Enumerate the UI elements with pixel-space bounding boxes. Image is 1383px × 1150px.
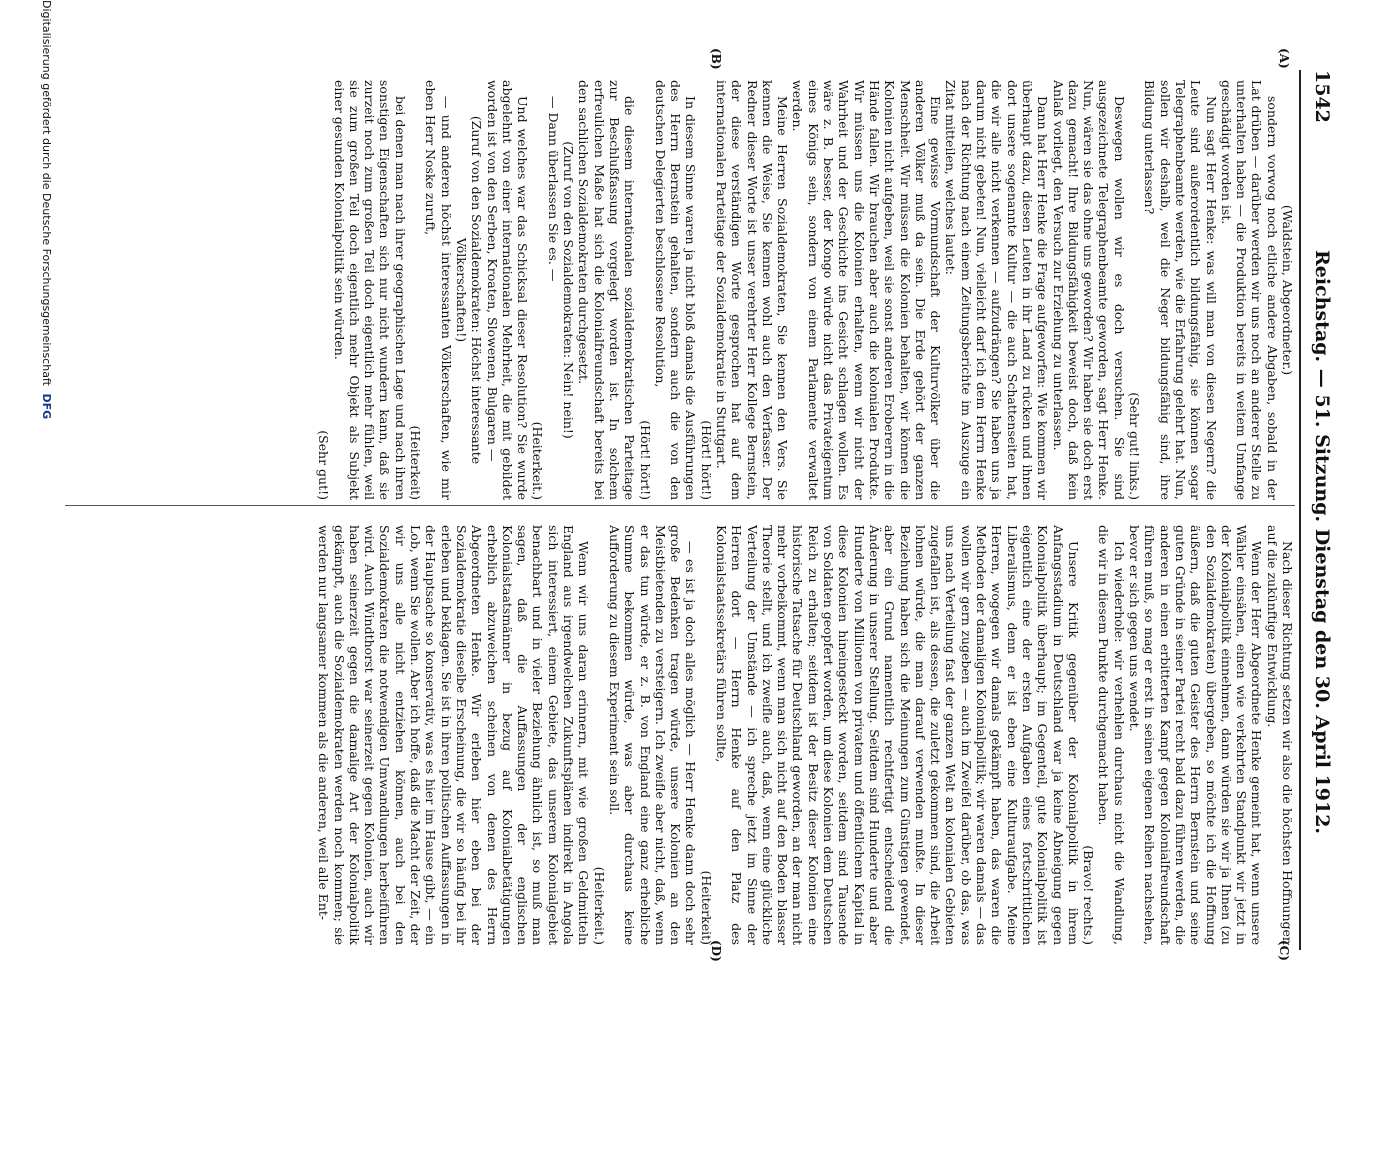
paragraph: (Heiterkeit.) <box>591 866 607 945</box>
paragraph: — es ist ja doch alles möglich — Herr Henke dann doch sehr große Bedenken tragen würde, unsere Kolonien an den Meistbietenden zu versteigern. Ich zweifle aber nicht, daß, wenn er das tun würde, er z. B. von England eine ganz erhebliche Summe bekommen würde, was aber durchaus keine Aufforderung zu diesem Experiment sein soll. <box>606 525 699 945</box>
paragraph: (Heiterkeit) <box>698 870 714 945</box>
running-title: Reichstag. — 51. Sitzung. Dienstag den 30. April 1912. <box>1311 250 1333 835</box>
paragraph: Eine gewisse Vormundschaft der Kulturvölker über die anderen Völker muß da sein. Die Erde gehört der ganzen Menschheit. Wir müssen die Kolonien behalten, wir können die Kolonien nicht aufgeben, weil sie sonst anderen Eroberern in die Hände fallen. Wir brauchen aber auch die kolonialen Produkte. Wir müssen uns die Kolonien erhalten, wenn wir nicht der Wahrheit und der Geschichte ins Gesicht schlagen wollen. Es wäre z. B. besser, der Kongo würde nicht das Privateigentum eines Königs sein, sondern von einem Parlamente verwaltet werden. <box>790 80 944 500</box>
paragraph: Nun sagt Herr Henke: was will man von diesen Negern? die Leute sind außerordentlich bildungsfähig, sie können sogar Telegraphenbeamte werden, wie die Erfahrung gelehrt hat. Nun, sollen wir deshalb, weil die Neger bildungsfähig sind, ihre Bildung unterlassen? <box>1142 80 1219 500</box>
paragraph: (Heiterkeit.) <box>530 421 546 500</box>
paragraph: In diesem Sinne waren ja nicht bloß damals die Ausführungen des Herrn Bernstein gehalten, sondern auch die von den deutschen Delegierten beschlossene Resolution, <box>652 80 699 500</box>
margin-mark-a: (A) <box>1277 48 1291 69</box>
margin-mark-c: (C) <box>1277 940 1291 961</box>
paragraph: — Dann überlassen Sie es. — <box>545 96 561 282</box>
paragraph: Deswegen wollen wir es doch versuchen. Sie sind ausgezeichnete Telegraphenbeamte geworden, sagt Herr Henke. Nun, wären sie das ohne uns geworden? Wir haben sie doch erst dazu gemacht! Ihre Bildungsfähigkeit beweist doch, daß kein Anlaß vorliegt, den Versuch zur Erziehung zu unterlassen. <box>1050 80 1127 500</box>
paragraph: sondern vorwog noch etliche andere Abgaben, sobald in der Lat drüben — darüber werden wir uns noch an anderer Stelle zu unterhalten haben — die Produktion bereits in weitem Umfange geschädigt worden ist. <box>1218 80 1280 500</box>
column-divider <box>65 505 1295 506</box>
right-text-column <box>55 525 1295 945</box>
paragraph: bei denen man nach ihrer geographischen Lage und nach ihren sonstigen Eigenschaften sich nur nicht wundern kann, daß sie zurzeit noch zum großen Teil doch eigentlich mehr fühlen, weil sie zum großen Teil doch eigentlich mehr Objekt als Subjekt einer gesunden Kolonialpolitik sein würden. <box>331 80 408 500</box>
paragraph: Nach dieser Richtung setzen wir also die höchsten Hoffnungen auf die zukünftige Entwicklung. <box>1264 525 1295 945</box>
left-text-column <box>55 80 1295 500</box>
dfg-logo: DFG <box>40 393 53 420</box>
paragraph: (Sehr gut!) <box>316 430 332 500</box>
paragraph: (Sehr gut! links.) <box>1127 392 1143 500</box>
paragraph: Wenn wir uns daran erinnern, mit wie großen Geldmitteln England aus irgendwelchen Zukunftsplänen indirekt in Angola sich interessiert, einem Gebiete, das unserem Kolonialgebiet benachbart und in vieler Beziehung ähnlich ist, so muß man sagen, daß die Auffassungen der englischen Kolonialstaatsmänner in bezug auf Kolonialbetätigungen erheblich abzuweichen scheinen von denen des Herrn Abgeordneten Henke. Wir erleben hier eben bei der Sozialdemokratie dieselbe Erscheinung, die wir so häufig bei ihr erleben und beklagen. Sie ist in ihren politischen Auffassungen in der Hauptsache so konservativ, was es hier im Hause gibt, — ein Lob, wenn Sie wollen. Aber ich hoffe, daß die Macht der Zeit, der wir uns alle nicht entziehen können, auch bei den Sozialdemokraten die notwendigen Umwandlungen herbeiführen wird. Auch Windthorst war seinerzeit gegen Kolonien, auch wir haben seinerzeit gegen die damalige Art der Kolonialpolitik gekämpft, auch die Sozialdemokraten werden noch kommen; sie werden nur langsamer kommen als die anderen, weil alle Ent- <box>316 525 592 945</box>
paragraph: Wenn der Herr Abgeordnete Henke gemeint hat, wenn unsere Wähler einsähen, einen wie verkehrten Standpunkt wir jetzt in der Kolonialpolitik einnehmen, dann würden sie wir ja Ihnen (zu den Sozialdemokraten) übergeben, so möchte ich die Hoffnung äußern, daß die guten Geister des Herrn Bernstein und seine guten Gründe in seiner Partei recht bald dazu führen werden, die anderen in einen erbitterten Kampf gegen Kolonialfreundschaft führen muß, so mag er erst in seinen eigenen Reihen nachsehen, bevor er sich gegen uns wendet. <box>1127 525 1265 945</box>
credit-text: Digitalisierung gefördert durch die Deutsche Forschungsgemeinschaft <box>40 0 53 386</box>
paragraph: Meine Herren Sozialdemokraten, Sie kennen den Vers. Sie kennen die Weise, Sie kennen wohl auch den Verfasser. Der Redner dieser Worte ist unser verehrter Herr Kollege Bernstein, der diese verständigen Worte gesprochen hat auf dem internationalen Parteitage der Sozialdemokratie in Stuttgart. <box>714 80 791 500</box>
paragraph: (Bravo! rechts.) <box>1081 845 1097 945</box>
header-rule <box>1299 70 1301 950</box>
paragraph: (Heiterkeit) <box>408 425 424 500</box>
paragraph: die diesem internationalen sozialdemokratischen Parteitage zur Beschlußfassung vorgelegt worden ist. In solchem erfreulichen Maße hat sich die Kolonialfreundschaft bereits bei den sachlichen Sozialdemokraten durchgesetzt. <box>576 80 638 500</box>
paragraph: Dann hat Herr Henke die Frage aufgeworfen: Wie kommen wir überhaupt dazu, diesen Leuten in ihr Land zu rücken und ihnen dort unsere sogenannte Kultur — die auch Schattenseiten hat, die wir alle nicht verkennen — aufzudrängen? Sie haben uns ja darum nicht gebeten! Nun, vielleicht darf ich dem Herrn Henke nach der Richtung nach einem Zeitungsberichte im Auszuge ein Zitat mitteilen, welches lautet: <box>943 80 1051 500</box>
margin-mark-d: (D) <box>709 940 723 962</box>
page-number: 1542 <box>1311 70 1333 123</box>
margin-mark-b: (B) <box>709 48 723 70</box>
paragraph: (Hört! hört!) <box>698 420 714 500</box>
paragraph: Unsere Kritik gegenüber der Kolonialpolitik in ihrem Anfangsstadium in Deutschland war ja keine Abneigung gegen Kolonialpolitik überhaupt; im Gegenteil, gute Kolonialpolitik ist eigentlich eine der ersten Aufgaben eines fortschrittlichen Liberalismus, denn er ist eben eine Kulturaufgabe. Meine Herren, wogegen wir damals gekämpft haben, das waren die Methoden der damaligen Kolonialpolitik; wir waren damals — das wollen wir gern zugeben — auch im Zweifel darüber, ob das, was uns nach Verteilung fast der ganzen Welt an kolonialen Gebieten zugefallen ist, als dessen, die zuletzt gekommen sind, die Arbeit lohnen würde, die man darauf verwenden mußte. In dieser Beziehung haben sich die Meinungen zum Günstigen gewendet, aber ein Grund namentlich rechtfertigt entscheidend die Änderung in unserer Stellung. Seitdem sind Hunderte und aber Hunderte von Millionen von privatem und öffentlichem Kapital in diese Kolonien hineingesteckt worden, seitdem sind Tausende von Soldaten geopfert worden, um diese Kolonien dem Deutschen Reich zu erhalten; seitdem ist der Besitz dieser Kolonien eine historische Tatsache für Deutschland geworden, an der man nicht mehr vorbeikommt, wenn man sich nicht auf den Boden blasser Theorie stellt, und ich zweifle auch, daß, wenn eine glückliche Verteilung der Umstände — ich spreche jetzt im Sinne der Herren dort — Herrn Henke auf den Platz des Kolonialstaatssekretärs führen sollte, <box>714 525 1081 945</box>
paragraph: Und welches war das Schicksal dieser Resolution? Sie wurde abgelehnt von einer internationalen Mehrheit, die mit gebildet worden ist von den Serben, Kroaten, Slowenen, Bulgaren — <box>484 80 531 500</box>
paragraph: Ich wiederhole: wir verhehlen durchaus nicht die Wandlung, die wir in diesem Punkte durchgemacht haben. <box>1096 525 1127 945</box>
paragraph: (Waldstein, Abgeordneter.) <box>1280 204 1295 376</box>
paragraph: (Zuruf von den Sozialdemokraten: Nein! nein!) <box>561 141 577 439</box>
paragraph: (Hört! hört!) <box>637 420 653 500</box>
paragraph: (Zuruf von den Sozialdemokraten: Höchst interessante Völkerschaften!) <box>453 115 485 465</box>
paragraph: — und anderen höchst interessanten Völkerschaften, wie mir eben Herr Noske zuruft, <box>423 80 454 500</box>
digitization-credit <box>40 0 53 1000</box>
